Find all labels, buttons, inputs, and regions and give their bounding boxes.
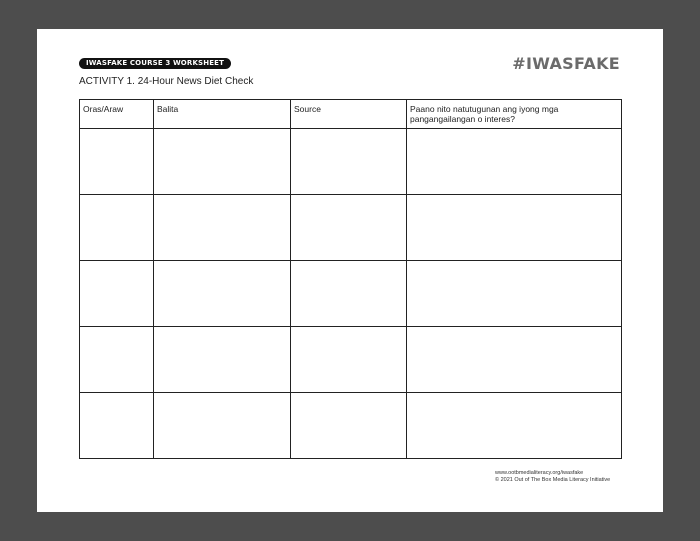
worksheet-sheet <box>37 29 663 512</box>
table-cell[interactable] <box>154 327 291 393</box>
footer-url: www.ootbmedialiteracy.org/iwasfake <box>495 470 584 476</box>
table-cell[interactable] <box>154 261 291 327</box>
footer <box>495 470 610 484</box>
footer-copyright: © 2021 Out of The Box Media Literacy Initiative <box>495 477 611 483</box>
table-cell[interactable] <box>407 129 622 195</box>
news-diet-table <box>79 99 622 459</box>
table-cell[interactable] <box>154 129 291 195</box>
column-header-paano: Paano nito natutugunan ang iyong mga pangangailangan o interes? <box>407 100 622 129</box>
table-cell[interactable] <box>80 129 154 195</box>
table-cell[interactable] <box>154 393 291 459</box>
table-row <box>80 261 622 327</box>
table-cell[interactable] <box>80 195 154 261</box>
table-cell[interactable] <box>407 261 622 327</box>
table-row <box>80 393 622 459</box>
brand-logo-text: #IWASFAKE <box>512 54 620 73</box>
column-header-oras-araw: Oras/Araw <box>80 100 154 129</box>
table-cell[interactable] <box>407 393 622 459</box>
column-header-source: Source <box>291 100 407 129</box>
table-row <box>80 327 622 393</box>
table-cell[interactable] <box>407 195 622 261</box>
table-cell[interactable] <box>291 261 407 327</box>
table-cell[interactable] <box>291 129 407 195</box>
column-header-balita: Balita <box>154 100 291 129</box>
table-cell[interactable] <box>291 195 407 261</box>
table-cell[interactable] <box>80 327 154 393</box>
table-cell[interactable] <box>291 393 407 459</box>
table-cell[interactable] <box>291 327 407 393</box>
table-header-row <box>80 100 622 129</box>
table-cell[interactable] <box>407 327 622 393</box>
table-cell[interactable] <box>154 195 291 261</box>
table-cell[interactable] <box>80 393 154 459</box>
table-row <box>80 195 622 261</box>
table-row <box>80 129 622 195</box>
activity-title: ACTIVITY 1. 24-Hour News Diet Check <box>79 76 254 87</box>
course-badge: IWASFAKE COURSE 3 WORKSHEET <box>79 58 231 69</box>
table-cell[interactable] <box>80 261 154 327</box>
